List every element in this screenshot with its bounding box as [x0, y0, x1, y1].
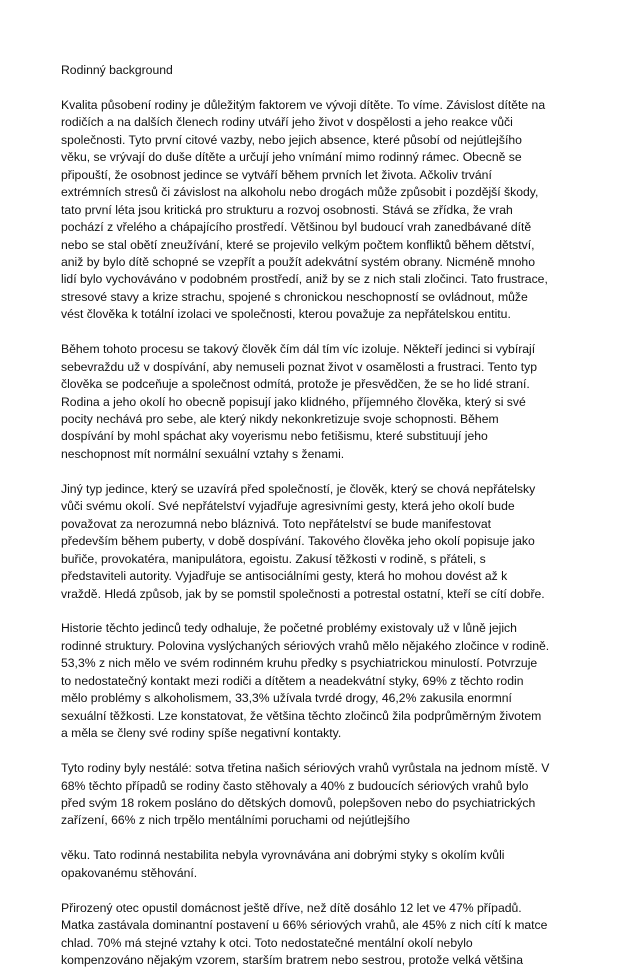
text-line: sexuální těžkosti. Lze konstatovat, že většina těchto zločinců žila podprůměrným životem	[61, 708, 542, 723]
document-page	[61, 62, 581, 969]
text-line: sebevraždu už v dospívání, aby nemuseli poznat život v osamělosti a frustraci. Tento typ	[61, 359, 538, 374]
text-line: věku. Tato rodinná nestabilita nebyla vyrovnávána ani dobrými styky s okolím kvůli	[61, 848, 505, 863]
text-line: kompenzováno nějakým vzorem, starším bratrem nebo sestrou, protože velká většina	[61, 953, 523, 967]
paragraph	[61, 847, 581, 882]
text-line: neschopnost mít normální sexuální vztahy s ženami.	[61, 446, 345, 461]
text-line: extrémních stresů či závislost na alkoholu nebo drogách může způsobit i pozdější škody,	[61, 185, 539, 200]
paragraph	[61, 97, 581, 324]
text-line: především během puberty, v době dospívání. Takového člověka jeho okolí popisuje jako	[61, 534, 535, 549]
text-line: pocity nechává pro sebe, ale který nikdy nekonkretizuje svoje schopnosti. Během	[61, 412, 499, 427]
text-line: člověka se podceňuje a společnost odmítá, protože je přesvědčen, že se ho lidé straní.	[61, 377, 530, 392]
text-line: připouští, že osobnost jedince se vytváří během prvních let života. Ačkoliv trvání	[61, 167, 492, 182]
text-line: lidí bylo vychováváno v podobném prostředí, aniž by se z nich stali zločinci. Tato frustrace,	[61, 272, 548, 287]
text-line: vést člověka k totální izolaci ve společnosti, kterou považuje za nepřátelskou entitu.	[61, 307, 511, 322]
text-line: Tyto rodiny byly nestálé: sotva třetina našich sériových vrahů vyrůstala na jednom místě. V	[61, 761, 550, 776]
document-title: Rodinný background	[61, 63, 173, 77]
text-line: věku, se vrývají do duše dítěte a určují jeho vnímání mimo rodinný rámec. Obecně se	[61, 150, 522, 165]
paragraph	[61, 481, 581, 603]
paragraph	[61, 760, 581, 830]
text-line: Kvalita působení rodiny je důležitým faktorem ve vývoji dítěte. To víme. Závislost dítěte na	[61, 97, 546, 112]
text-line: Přirozený otec opustil domácnost ještě dříve, než dítě dosáhlo 12 let ve 47% případů.	[61, 900, 522, 915]
text-line: považovat za nerozumná nebo bláznivá. Toto nepřátelství se bude manifestovat	[61, 516, 491, 531]
paragraph	[61, 341, 581, 463]
text-line: vůči svému okolí. Své nepřátelství vyjadřuje agresivními gesty, která jeho okolí bude	[61, 499, 515, 514]
text-line: zařízení, 66% z nich trpělo mentálními poruchami od nejútlejšího	[61, 813, 410, 828]
text-line: dospívání by mohl spáchat aky voyerismu nebo fetišismu, které substituují jeho	[61, 429, 488, 444]
text-line: chlad. 70% má stejné vztahy k otci. Toto nedostatečné mentální okolí nebylo	[61, 935, 473, 950]
text-line: buřiče, provokatéra, manipulátora, egoistu. Zakusí těžkosti v rodině, s přáteli, s	[61, 551, 486, 566]
text-line: Jiný typ jedince, který se uzavírá před společností, je člověk, který se chová nepřátelsky	[61, 481, 536, 496]
paragraph	[61, 620, 581, 742]
text-line: vraždě. Hledá způsob, jak by se pomstil společnosti a potrestal ostatní, kteří se cítí dobře.	[61, 586, 545, 601]
text-line: představiteli autority. Vyjadřuje se antisociálními gesty, která ho mohou dovést až k	[61, 569, 508, 584]
text-line: 53,3% z nich mělo ve svém rodinném kruhu předky s psychiatrickou minulostí. Potvrzuje	[61, 656, 538, 671]
text-line: a měla se členy své rodiny spíše negativní kontakty.	[61, 726, 342, 741]
text-line: Rodina a jeho okolí ho obecně popisují jako klidného, příjemného člověka, který si své	[61, 394, 526, 409]
text-line: to nedostatečný kontakt mezi rodiči a dítětem a neadekvátní styky, 69% z těchto rodin	[61, 673, 524, 688]
text-line: tato první léta jsou kritická pro strukturu a rozvoj osobnosti. Stává se zřídka, že vrah	[61, 202, 513, 217]
text-line: pochází z vřelého a chápajícího prostředí. Většinou byl budoucí vrah zanedbávané dítě	[61, 220, 532, 235]
text-line: Matka zastávala dominantní postavení u 66% sériových vrahů, ale 45% z nich cítí k matce	[61, 918, 548, 933]
text-line: stresové stavy a krize strachu, spojené s chronickou neschopností se ovládnout, může	[61, 289, 528, 304]
text-line: rodičích a na dalších členech rodiny utváří jeho život v dospělosti a jeho reakce vůči	[61, 115, 513, 130]
text-line: opakovanému stěhování.	[61, 865, 198, 880]
text-line: 68% těchto případů se rodiny často stěhovaly a 40% z budoucích sériových vrahů bylo	[61, 778, 529, 793]
document-body	[61, 97, 581, 969]
text-line: mělo problémy s alkoholismem, 33,3% užívala tvrdé drogy, 46,2% zakusila enormní	[61, 691, 512, 706]
text-line: nebo se stal obětí zneužívání, které se projevilo velkým počtem konfliktů během dětství,	[61, 237, 535, 252]
text-line: před svým 18 rokem posláno do dětských domovů, polepšoven nebo do psychiatrických	[61, 795, 536, 810]
paragraph	[61, 900, 581, 969]
text-line: aniž by bylo dítě schopné se vzepřít a použít adekvátní systém obrany. Nicméně mnoho	[61, 254, 535, 269]
text-line: Historie těchto jedinců tedy odhaluje, že početné problémy existovaly už v lůně jejich	[61, 621, 517, 636]
text-line: Během tohoto procesu se takový člověk čím dál tím víc izoluje. Někteří jedinci si vybírají	[61, 342, 536, 357]
text-line: společnosti. Tyto první citové vazby, nebo jejich absence, které působí od nejútlejšího	[61, 132, 522, 147]
text-line: rodinné struktury. Polovina vyslýchaných sériových vrahů mělo nějakého zločince v rodině.	[61, 638, 550, 653]
